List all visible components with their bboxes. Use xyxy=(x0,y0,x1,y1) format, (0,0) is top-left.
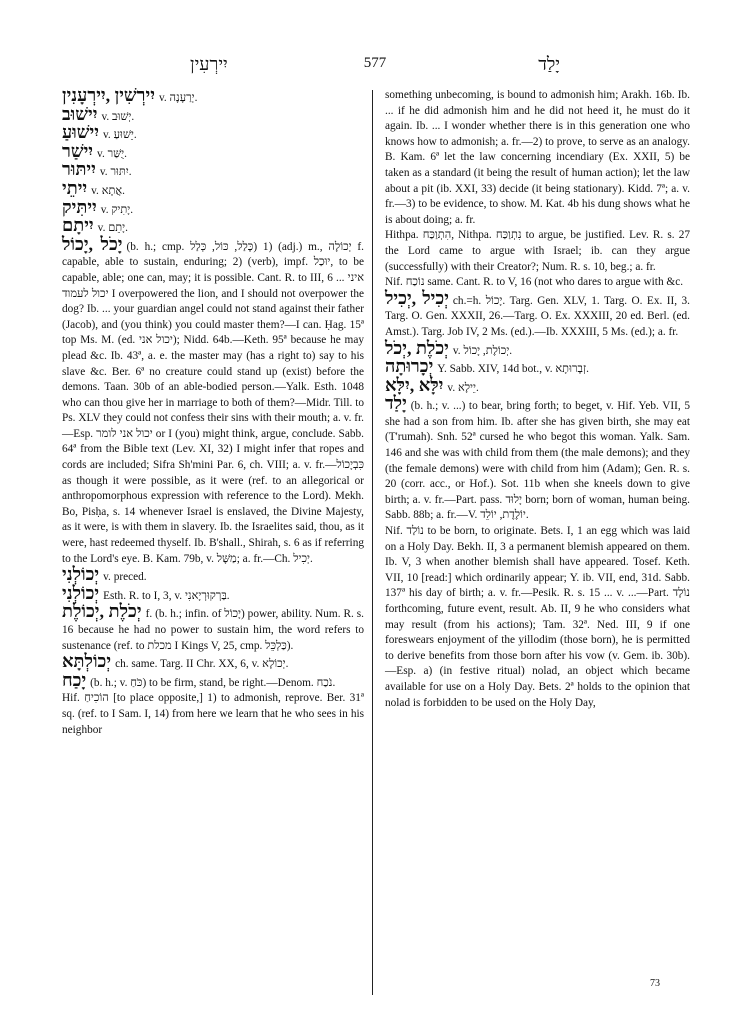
entry-text: (b. h.; v. ...) to bear, bring forth; to beget, v. Hif. Yeb. VII, 5 she had a son from him. Ib. after she has given birth, she may eat (T'rumah). Snh. 52ª cursed he who begot this woman. Yalk. Sam. 146 and she was with child from them (the male demons); and they (the female demons) were with child from him (Adam); Gen. R. s. 20 (corr. acc., or Hof.). Sot. 11b when she kneels down to give birth; a. v. fr.—Part. pass. יָלוּד born; born of woman, human being. Sabb. 88b; a. fr.—V. יוֹלֶדֶת, יוֹלֵד. xyxy=(385,400,690,522)
entry-headword: יָלַד xyxy=(385,393,407,414)
entry-headword: יִישַׁר xyxy=(62,140,94,161)
running-head-left: יִירְעִין xyxy=(190,54,228,74)
entry-text: v. יֵשׁוּעַ. xyxy=(102,129,137,142)
dictionary-entry xyxy=(385,228,690,275)
entry-text: Hif. הוֹכִיחַ [to place opposite,] 1) to admonish, reprove. Ber. 31ª sq. (ref. to I Sam. I, 14) from here we learn that he who sees in his neighbor xyxy=(62,692,364,736)
entry-headword: יִיתֵי xyxy=(62,177,88,198)
entry-headword: יִישׁוּב xyxy=(62,103,98,124)
dictionary-entry xyxy=(62,669,364,692)
entry-text: Nif. נוֹכַח same. Cant. R. to V, 16 (not who dares to argue with &c. xyxy=(385,276,684,289)
entry-headword: יִלָּא ,יִלָּא xyxy=(385,374,444,395)
entry-text: v. preced. xyxy=(103,571,147,584)
entry-headword: יָכַח xyxy=(62,669,87,690)
entry-headword: יְכוֹלְתָּא xyxy=(62,651,112,672)
entry-headword: יִירְשִׁין ,יִירְעָנִין xyxy=(62,85,155,105)
entry-text: Hithpa. הִתְוַכַּח, Nithpa. נִתְוַכַּח to argue, be justified. Lev. R. s. 27 the Lord came to argue with Israel; ib. can they argue (successfully) with their Creator?; Num. R. s. 10, beg.; a. fr. xyxy=(385,229,690,273)
entry-headword: יְכָרוּתָה xyxy=(385,356,434,377)
dictionary-entry xyxy=(385,524,690,711)
entry-text: f. (b. h.; infin. of יָכוֹל) power, ability. Num. R. s. 16 because he had no power to sustain him, the word refers to sustenance (ref. to מכלת I Kings V, 25, cmp. כַּלְכֵּל). xyxy=(62,608,365,652)
entry-headword: יְכֹלֶת ,יְכוֹלֶת xyxy=(62,601,142,622)
entry-text: v. יִתּוּר. xyxy=(99,166,132,179)
entry-headword: יְכֹלֶת ,יְכֹל xyxy=(385,337,449,358)
dictionary-entry xyxy=(62,233,365,567)
dictionary-entry xyxy=(62,564,364,586)
entry-text: something unbecoming, is bound to admonish him; Arakh. 16b. Ib. ... if he did admonish him and he did not heed it, he must do it again. Ib. ... I wonder whether there is in this generation one who knows how to admonish; a. fr.—2) to prove, to serve as an analogy. B. Kam. 6ª let the law concerning incendiary (Ex. XXII, 5) be taken as a standard (it being the result of human action); let the law about a pit (ib. XXI, 33) decide (it being stationary). Kidd. 7ª; a. v. fr.—3) to be evidence, to show. M. Kat. 4b his dung shows what he is about doing; a. fr. xyxy=(385,89,690,226)
dictionary-entry xyxy=(62,177,364,200)
dictionary-entry xyxy=(62,691,364,738)
entry-text: (b. h.; v. כֹּחַ) to be firm, stand, be right.—Denom. נֹכַח. xyxy=(90,676,336,689)
dictionary-entry xyxy=(62,85,364,107)
dictionary-entry xyxy=(62,122,364,144)
dictionary-entry xyxy=(62,159,364,181)
right-column xyxy=(385,88,690,711)
entry-text: ch. same. Targ. II Chr. XX, 6, v. יְכוֹלָא. xyxy=(115,658,289,671)
entry-text: v. יֵילָא. xyxy=(447,381,479,394)
dictionary-entry xyxy=(385,393,690,524)
entry-text: v. יְכוֹלֶת, יָכוֹל. xyxy=(452,344,513,357)
entry-text: v. יָתִיק. xyxy=(100,203,134,216)
entry-text: ch.=h. יָכוֹל. Targ. Gen. XLV, 1. Targ. O. Ex. II, 3. Targ. O. Gen. XXXII, 26.—Targ. O. Ex. XXXIII, 20 ed. Berl. (ed. Amst.). Targ. Job IV, 2 Ms. (ed.).—Ib. XXXIII, 5 Ms. (ed.); a. fr. xyxy=(385,294,690,338)
entry-text: v. יָתֵם. xyxy=(97,222,128,235)
entry-text: Nif. נוֹלַד to be born, to originate. Bets. I, 1 an egg which was laid on a Holy Day. Bekh. II, 3 a permanent blemish appeared on them. Ib. V, 3 when another blemish shall have appeared. Tosef. Keth. VII, 10 [read:] which ordinarily appear; Y. ib. VII, end, 31d. Sabb. 137ª his day of birth; a. v. fr.—Pesik. R. s. 15 ... v. ...—Part. נוֹלָד forthcoming, future event, result. Ab. II, 9 he who considers what may result (from his actions); Tam. 32ª. Ned. III, 9 if one foreswears enjoyment of the yillodim (those born), he is permitted to derive benefits from those born after his vow (v. Gem. ib. 30b).—Esp. a) (in festive ritual) nolad, an object which became available for use on a Holy Day. Bets. 2ª holds to the opinion that nolad is forbidden to be used on the Holy Day, xyxy=(385,525,690,709)
left-column xyxy=(62,85,365,738)
entry-text: v. יְרַעָנָה. xyxy=(158,92,198,104)
dictionary-entry xyxy=(62,651,364,673)
dictionary-entry xyxy=(62,140,364,163)
entry-headword: יְכוֹלְנִי xyxy=(62,582,100,603)
entry-text: v. אֲתָא. xyxy=(91,184,125,197)
column-divider xyxy=(372,90,373,995)
entry-text: v. יֻשַּׁר. xyxy=(97,147,127,160)
entry-headword: יִיתָם xyxy=(62,215,94,236)
signature-number: 73 xyxy=(650,978,660,989)
entry-headword: יִישׁוּעַ xyxy=(62,122,99,143)
running-head-right: יָלַד xyxy=(538,54,560,74)
entry-headword: יָכֹל ,יָכוֹל xyxy=(62,233,123,254)
dictionary-entry xyxy=(385,88,690,228)
dictionary-entry xyxy=(62,196,364,219)
entry-headword: יִיתּוּר xyxy=(62,159,96,180)
entry-text: (b. h.; cmp. כָּלַל, כּוֹל, כְּלַל) 1) (adj.) m., יְכוֹלָה f. capable, able to sustain, enduring; 2) (verb), impf. יוּכַל, to be capable, able; one can, may; it is possible. Cant. R. to III, 6 ... איני יכול לעמוד I overpowered the lion, and I should not overpower the dog? Ib. ... your guardian angel could not stand against their father (Jacob), and (you think) you could master them?—I can. Ḥag. 15ª top Ms. M. (ed. יכול אני); Nidd. 64b.—Keth. 95ª because he may plead &c. Ib. 43ª, a. e. the master may (has a right to) say to his slave &c. Ber. 6ª no creature could stand up (exist) before the demons. Taan. 30b of an able-bodied person.—Yalk. Esth. 1048 who can thou give her in marriage to both of them?—Midr. Till. to Ps. XLV they could not confess their sins with their mouth; a. v. fr.—Esp. יכול אני לומר or I (you) might think, argue, conclude. Sabb. 64ª from the Bible text (Lev. XI, 32) I might infer that ropes and cords are included; Sifra Sh'mini Par. 6, ch. VIII; a. v. fr.—כִּבְיָכוֹל as though it were possible, as it were (ref. to an allegorical or anthropomorphous expression with reference to the Lord). Mekh. Bo, Pisḥa, s. 14 whenever Israel is enslaved, the Divine Majesty, as it were, is with them in slavery. Ib. the Israelites said, thou, as it were, hast redeemed thyself. Ib. B'shall., Shirah, s. 6 as if referring to the Lord's eye. B. Kam. 79b, v. מַשָּׁל; a. fr.—Ch. יְכִיל. xyxy=(62,240,365,565)
page-number: 577 xyxy=(363,55,387,71)
entry-text: v. יְשׁוּב. xyxy=(101,110,135,123)
entry-headword: יְכִיל ,יְכִיל xyxy=(385,287,449,308)
dictionary-entry xyxy=(385,374,690,397)
dictionary-entry xyxy=(62,103,364,126)
dictionary-entry xyxy=(385,287,690,341)
entry-text: Esth. R. to I, 3, v. בַּרְקוּרְיָאנִי. xyxy=(103,589,230,602)
entry-headword: יִיתִּיק xyxy=(62,196,97,217)
entry-headword: יְכוֹלְנִי xyxy=(62,564,100,585)
dictionary-entry xyxy=(62,601,365,654)
entry-text: Y. Sabb. XIV, 14d bot., v. זְבָרוּתָא. xyxy=(437,363,589,376)
